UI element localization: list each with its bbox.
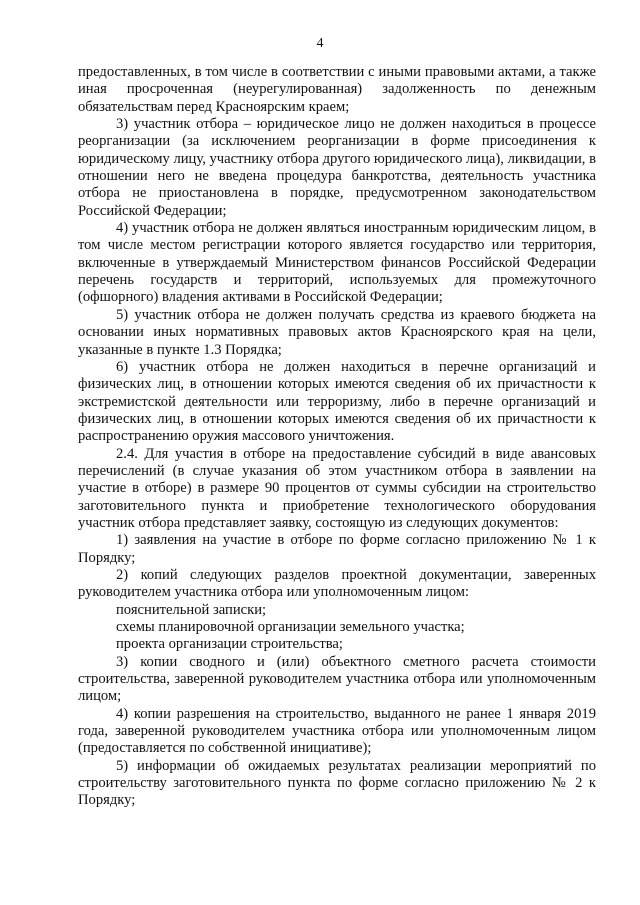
document-body — [78, 64, 596, 810]
paragraph-doc-3: 3) копии сводного и (или) объектного сметного расчета стоимости строительства, заверенной руководителем участника отбора или уполномоченным лицом; — [78, 653, 596, 705]
paragraph-sub-explanatory-note: пояснительной записки; — [116, 601, 267, 618]
paragraph-sub-construction-project: проекта организации строительства; — [116, 636, 343, 653]
paragraph-continuation: предоставленных, в том числе в соответствии с иными правовыми актами, а также иная просроченная (неурегулированная) задолженность по денежным обязательствам перед Красноярским краем; — [78, 64, 596, 115]
paragraph-item-3: 3) участник отбора – юридическое лицо не должен находиться в процессе реорганизации (за исключением реорганизации в форме присоединения к юридическому лицу, участнику отбора другого юридического лица), ликвидации, в отношении него не введена процедура банкротства, деятельность участника отбора не приостановлена в порядке, предусмотренном законодательством Российской Федерации; — [78, 116, 596, 219]
paragraph-doc-4: 4) копии разрешения на строительство, выданного не ранее 1 января 2019 года, заверенной руководителем участника отбора или уполномоченным лицом (предоставляется по собственной инициативе); — [78, 705, 596, 757]
paragraph-item-5: 5) участник отбора не должен получать средства из краевого бюджета на основании иных нормативных правовых актов Красноярского края на цели, указанные в пункте 1.3 Порядка; — [78, 306, 596, 358]
paragraph-doc-1: 1) заявления на участие в отборе по форме согласно приложению № 1 к Порядку; — [78, 532, 596, 566]
paragraph-doc-2: 2) копий следующих разделов проектной документации, заверенных руководителем участника отбора или уполномоченным лицом: — [78, 566, 596, 601]
paragraph-sub-site-plan: схемы планировочной организации земельного участка; — [116, 619, 465, 635]
paragraph-doc-5: 5) информации об ожидаемых результатах реализации мероприятий по строительству заготовительного пункта по форме согласно приложению № 2 к Порядку; — [78, 757, 596, 809]
paragraph-section-2-4: 2.4. Для участия в отборе на предоставление субсидий в виде авансовых перечислений (в случае указания об этом участником отбора в заявлении на участие в отборе) в размере 90 процентов от суммы субсидии на строительство заготовительного пункта и приобретение технологического оборудования участник отбора представляет заявку, состоящую из следующих документов: — [78, 445, 596, 531]
page-number: 4 — [316, 36, 324, 51]
paragraph-item-4: 4) участник отбора не должен являться иностранным юридическим лицом, в том числе местом регистрации которого является государство или территория, включенные в утверждаемый Министерством финансов Российской Федерации перечень государств и территорий, используемых для промежуточного (офшорного) владения активами в Российской Федерации; — [78, 220, 596, 306]
paragraph-item-6: 6) участник отбора не должен находиться в перечне организаций и физических лиц, в отношении которых имеются сведения об их причастности к экстремистской деятельности или терроризму, либо в перечне организаций и физических лиц, в отношении которых имеются сведения об их причастности к распространению оружия массового уничтожения. — [78, 358, 596, 445]
